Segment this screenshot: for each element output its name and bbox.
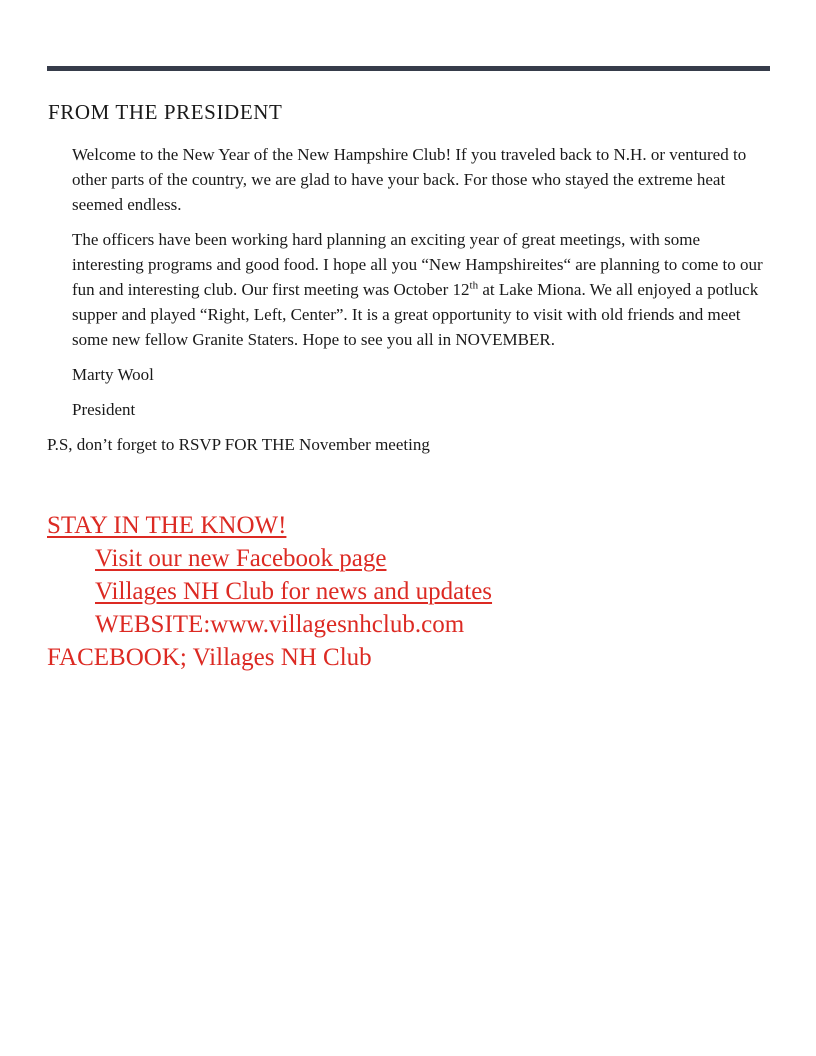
promo-club-news-line: Villages NH Club for news and updates [95,578,493,605]
signature-name: Marty Wool [72,365,154,384]
paragraph-welcome: Welcome to the New Year of the New Hampshire Club! If you traveled back to N.H. or ventured to other parts of the country, we are glad to have your back. For those who stayed the extreme heat seemed endless. [72,145,747,214]
paragraph-officers-text: The officers have been working hard planning an exciting year of great meetings, with some interesting programs and good food. I hope all you “New Hampshireites“ are planning to come to our fun and interesting club. Our first meeting was October 12 [72,230,763,299]
promo-facebook-page-line: Visit our new Facebook page [95,545,387,572]
ordinal-superscript: th [469,279,479,292]
paragraph-officers [72,227,770,352]
top-divider [47,66,770,71]
signature-title: President [72,400,136,419]
page-title: FROM THE PRESIDENT [48,100,283,124]
promo-website-url: WEBSITE:www.villagesnhclub.com [95,611,465,638]
postscript: P.S, don’t forget to RSVP FOR THE November meeting [47,435,430,454]
promo-heading: STAY IN THE KNOW! [47,512,287,539]
promo-block [47,509,770,674]
paragraph-officers-text-cont: at Lake Miona. We all enjoyed a potluck supper and played “Right, Left, Center”. It is a great opportunity to visit with old friends and meet some new fellow Granite Staters. Hope to see you all in NOVEMBER. [72,280,759,349]
promo-facebook-name: FACEBOOK; Villages NH Club [47,644,372,671]
